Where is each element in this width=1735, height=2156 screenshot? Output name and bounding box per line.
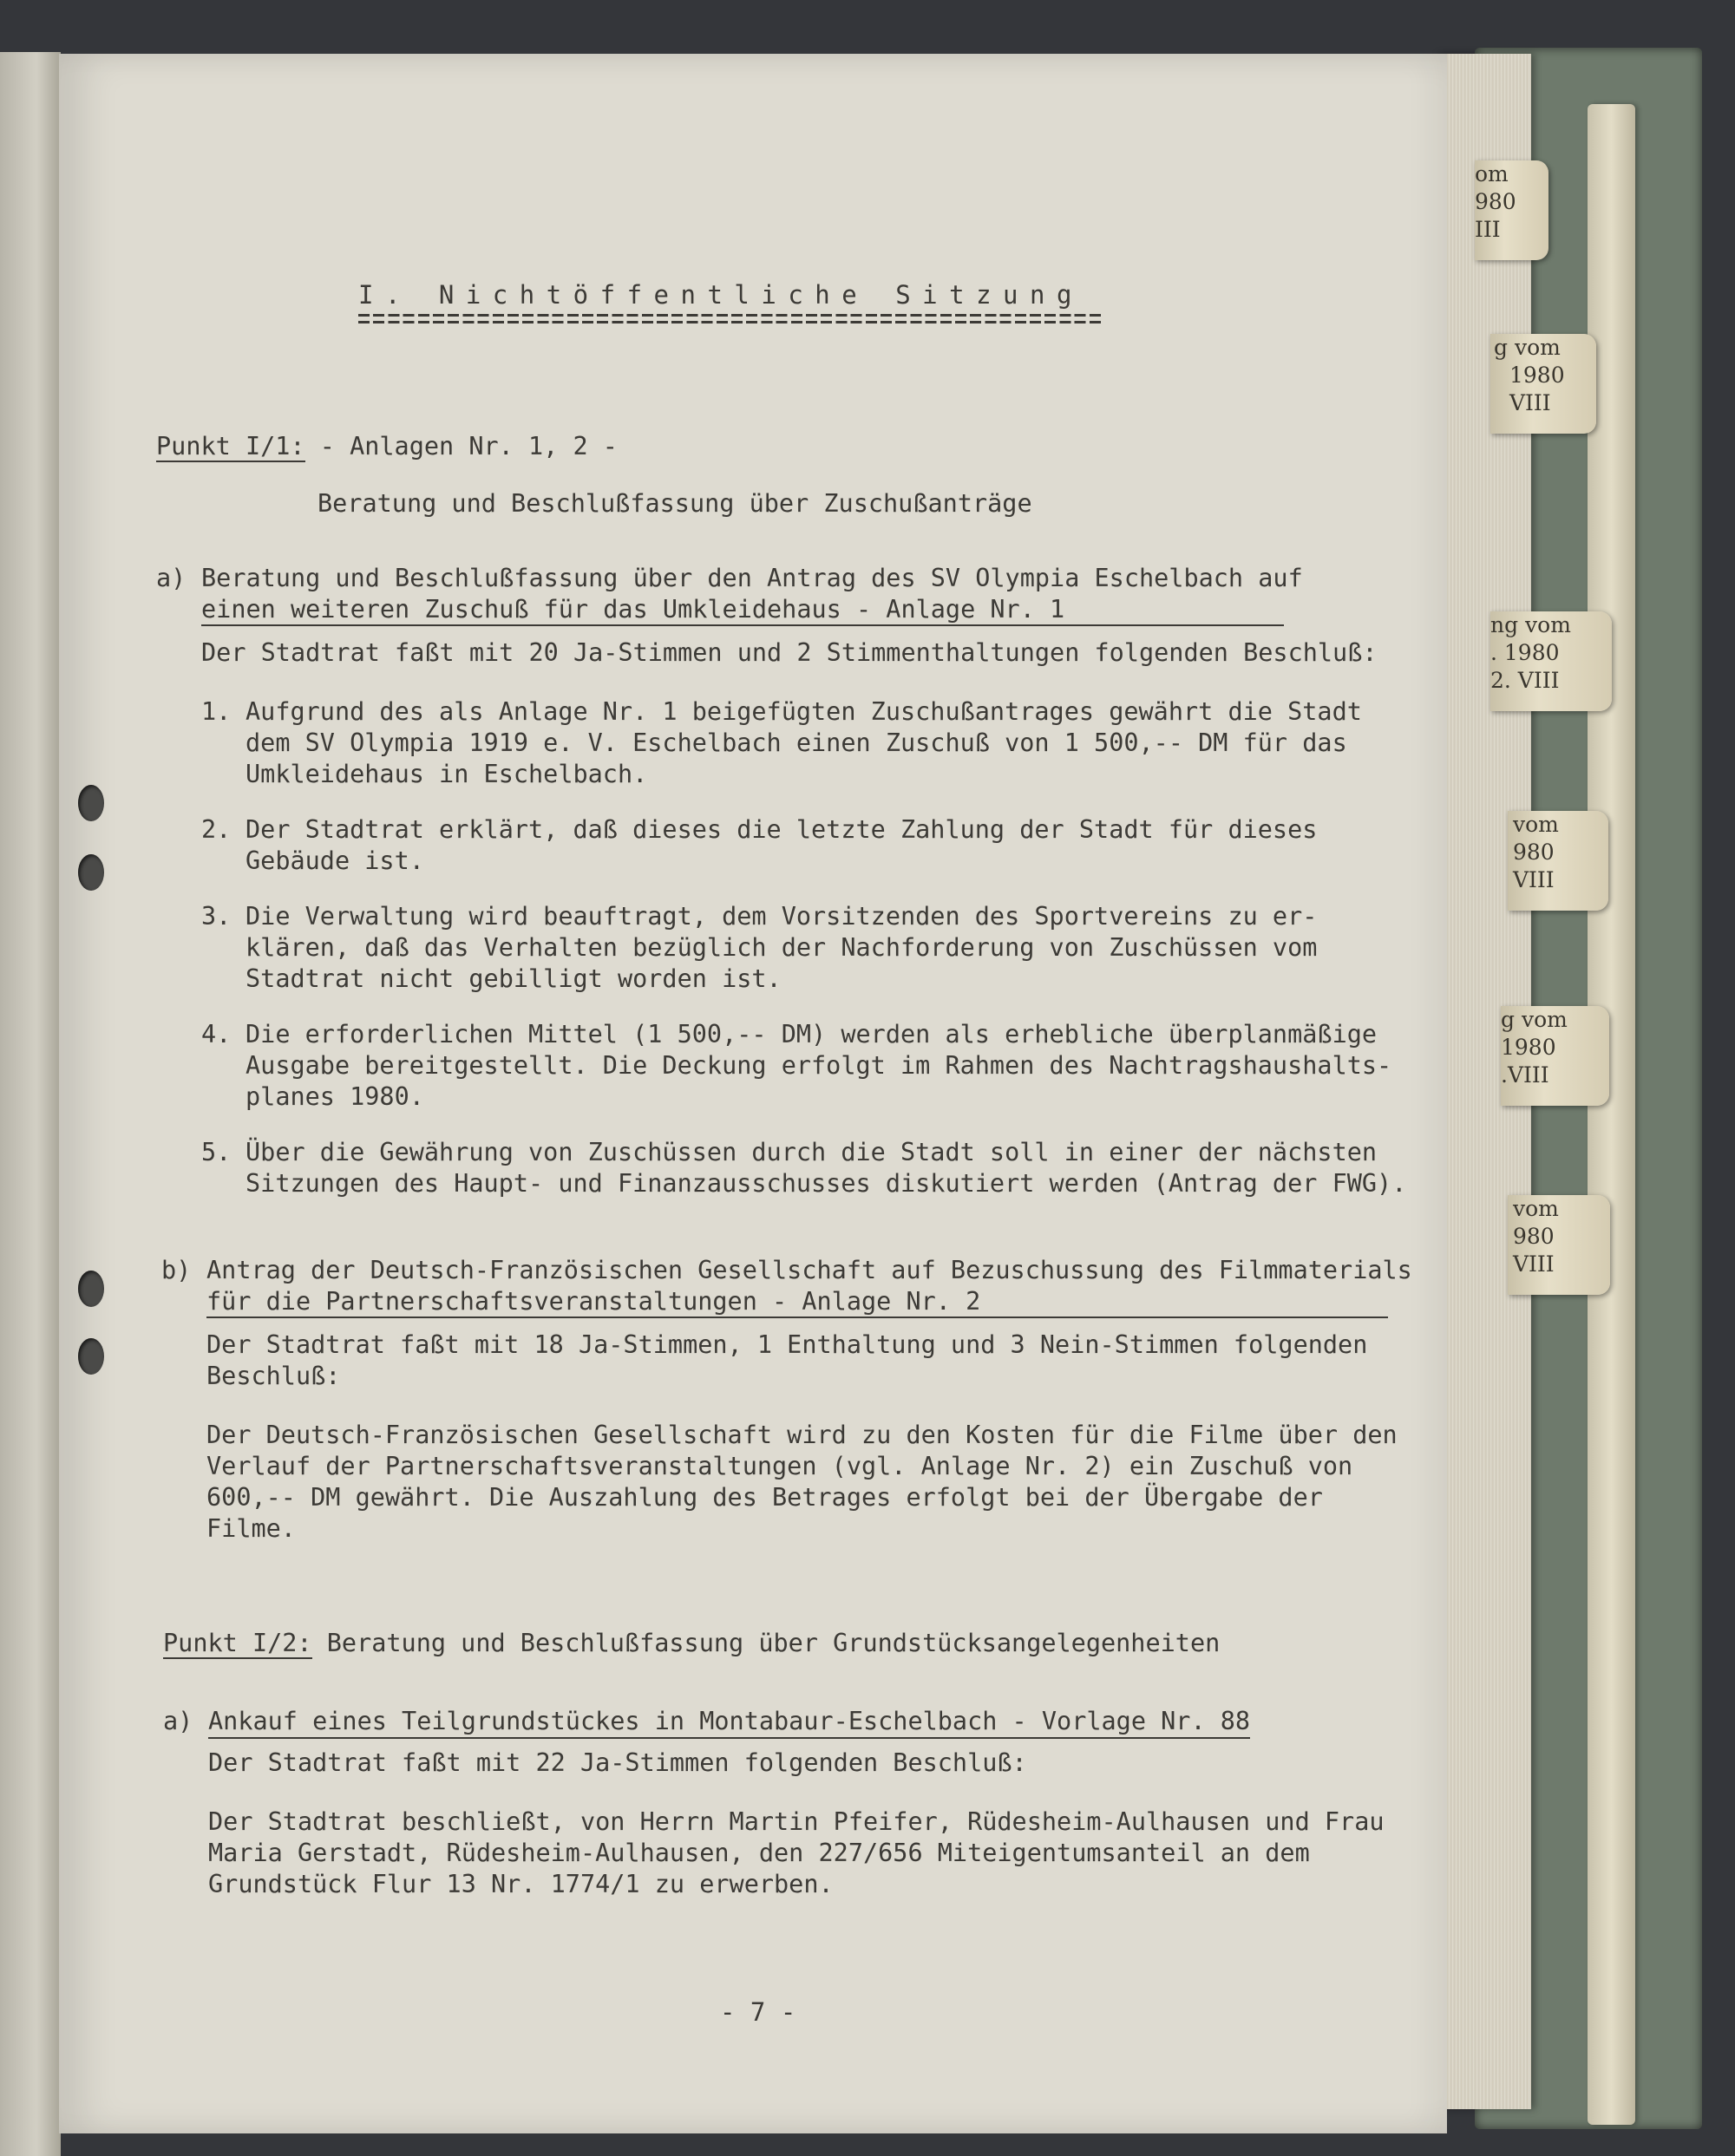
tab-line: 980 — [1513, 840, 1555, 865]
item-title-line: Ankauf eines Teilgrundstückes in Montabaur-Eschelbach - Vorlage Nr. 88 — [208, 1705, 1250, 1739]
body-line: Filme. — [206, 1514, 296, 1543]
left-page-edge — [0, 52, 61, 2156]
list-line: dem SV Olympia 1919 e. V. Eschelbach einen Zuschuß von 1 500,-- DM für das — [246, 728, 1347, 757]
tab-line: . 1980 — [1490, 640, 1560, 665]
tab-line: 2. VIII — [1490, 668, 1560, 693]
index-tab[interactable] — [1475, 160, 1548, 260]
punch-hole — [78, 785, 104, 821]
body-line: Maria Gerstadt, Rüdesheim-Aulhausen, den 227/656 Miteigentumsanteil an dem — [208, 1839, 1310, 1867]
index-tab[interactable] — [1508, 1195, 1610, 1295]
tab-line: g vom — [1501, 1007, 1568, 1032]
list-line: Die Verwaltung wird beauftragt, dem Vorsitzenden des Sportvereins zu er- — [246, 902, 1318, 931]
punkt-heading: Beratung und Beschlußfassung über Zuschußanträge — [318, 489, 1032, 518]
item-title-line: für die Partnerschaftsveranstaltungen - Anlage Nr. 2 — [206, 1287, 981, 1316]
tab-line: .VIII — [1501, 1062, 1549, 1088]
tab-line: VIII — [1513, 1251, 1555, 1277]
tab-line: VIII — [1513, 867, 1555, 892]
tab-line: 1980 — [1501, 1035, 1556, 1060]
tab-line: om — [1475, 161, 1509, 186]
index-tab[interactable] — [1490, 611, 1612, 711]
tab-line: III — [1475, 217, 1501, 242]
index-tab[interactable] — [1490, 334, 1596, 434]
punch-hole — [78, 1271, 104, 1307]
punkt-label: Punkt I/2: Beratung und Beschlußfassung über Grundstücksangelegenheiten — [163, 1629, 1221, 1657]
list-line: Aufgrund des als Anlage Nr. 1 beigefügten Zuschußantrages gewährt die Stadt — [246, 697, 1362, 726]
vote-text: Der Stadtrat faßt mit 18 Ja-Stimmen, 1 Enthaltung und 3 Nein-Stimmen folgenden — [206, 1330, 1368, 1359]
body-line: Verlauf der Partnerschaftsveranstaltungen (vgl. Anlage Nr. 2) ein Zuschuß von — [206, 1452, 1353, 1480]
body-line: Grundstück Flur 13 Nr. 1774/1 zu erwerben. — [208, 1870, 834, 1898]
punch-hole — [78, 854, 104, 891]
body-line: Der Stadtrat beschließt, von Herrn Martin Pfeifer, Rüdesheim-Aulhausen und Frau — [208, 1807, 1385, 1836]
item-title-underline — [201, 624, 1284, 626]
tab-line: vom — [1513, 812, 1559, 837]
list-line: planes 1980. — [246, 1082, 424, 1111]
tab-line: 980 — [1475, 189, 1516, 214]
tab-line: 1980 — [1509, 363, 1565, 388]
item-title-line: Beratung und Beschlußfassung über den Antrag des SV Olympia Eschelbach auf — [201, 564, 1303, 592]
item-title-line: einen weiteren Zuschuß für das Umkleidehaus - Anlage Nr. 1 — [201, 595, 1065, 624]
item-title-line: Antrag der Deutsch-Französischen Gesellschaft auf Bezuschussung des Filmmaterials — [206, 1256, 1412, 1284]
list-line: Umkleidehaus in Eschelbach. — [246, 760, 648, 788]
list-line: Die erforderlichen Mittel (1 500,-- DM) werden als erhebliche überplanmäßige — [246, 1020, 1378, 1049]
vote-text: Der Stadtrat faßt mit 22 Ja-Stimmen folgenden Beschluß: — [208, 1748, 1027, 1777]
item-marker: a) — [156, 564, 187, 592]
list-num: 1. — [201, 697, 232, 726]
list-num: 4. — [201, 1020, 232, 1049]
list-num: 2. — [201, 815, 232, 844]
list-num: 5. — [201, 1138, 232, 1166]
vote-text: Der Stadtrat faßt mit 20 Ja-Stimmen und 2 Stimmenthaltungen folgenden Beschluß: — [201, 638, 1378, 667]
body-line: Der Deutsch-Französischen Gesellschaft wird zu den Kosten für die Filme über den — [206, 1421, 1398, 1449]
list-line: Ausgabe bereitgestellt. Die Deckung erfolgt im Rahmen des Nachtragshaushalts- — [246, 1051, 1392, 1080]
tab-line: VIII — [1509, 390, 1551, 415]
vote-text: Beschluß: — [206, 1362, 341, 1390]
item-marker: b) — [161, 1256, 192, 1284]
tab-line: g vom — [1494, 335, 1561, 360]
list-line: Gebäude ist. — [246, 846, 424, 875]
tab-line: 980 — [1513, 1224, 1555, 1249]
section-title: I. Nichtöffentliche Sitzung — [358, 280, 1084, 310]
list-line: klären, daß das Verhalten bezüglich der Nachforderung von Zuschüssen vom — [246, 933, 1318, 962]
punch-hole — [78, 1338, 104, 1375]
page-number: - 7 - — [720, 1997, 796, 2027]
item-marker: a) — [163, 1707, 193, 1735]
list-num: 3. — [201, 902, 232, 931]
list-line: Über die Gewährung von Zuschüssen durch die Stadt soll in einer der nächsten — [246, 1138, 1378, 1166]
index-tab[interactable] — [1501, 1006, 1609, 1106]
title-double-underline — [358, 314, 1104, 326]
tab-line: ng vom — [1490, 612, 1571, 637]
list-line: Sitzungen des Haupt- und Finanzausschusses diskutiert werden (Antrag der FWG). — [246, 1169, 1407, 1198]
list-line: Stadtrat nicht gebilligt worden ist. — [246, 964, 782, 993]
punkt-label: Punkt I/1: - Anlagen Nr. 1, 2 - — [156, 432, 618, 461]
tab-line: vom — [1513, 1196, 1559, 1221]
index-tab[interactable] — [1508, 811, 1608, 911]
item-title-underline — [206, 1316, 1388, 1318]
body-line: 600,-- DM gewährt. Die Auszahlung des Betrages erfolgt bei der Übergabe der — [206, 1483, 1323, 1512]
list-line: Der Stadtrat erklärt, daß dieses die letzte Zahlung der Stadt für dieses — [246, 815, 1318, 844]
